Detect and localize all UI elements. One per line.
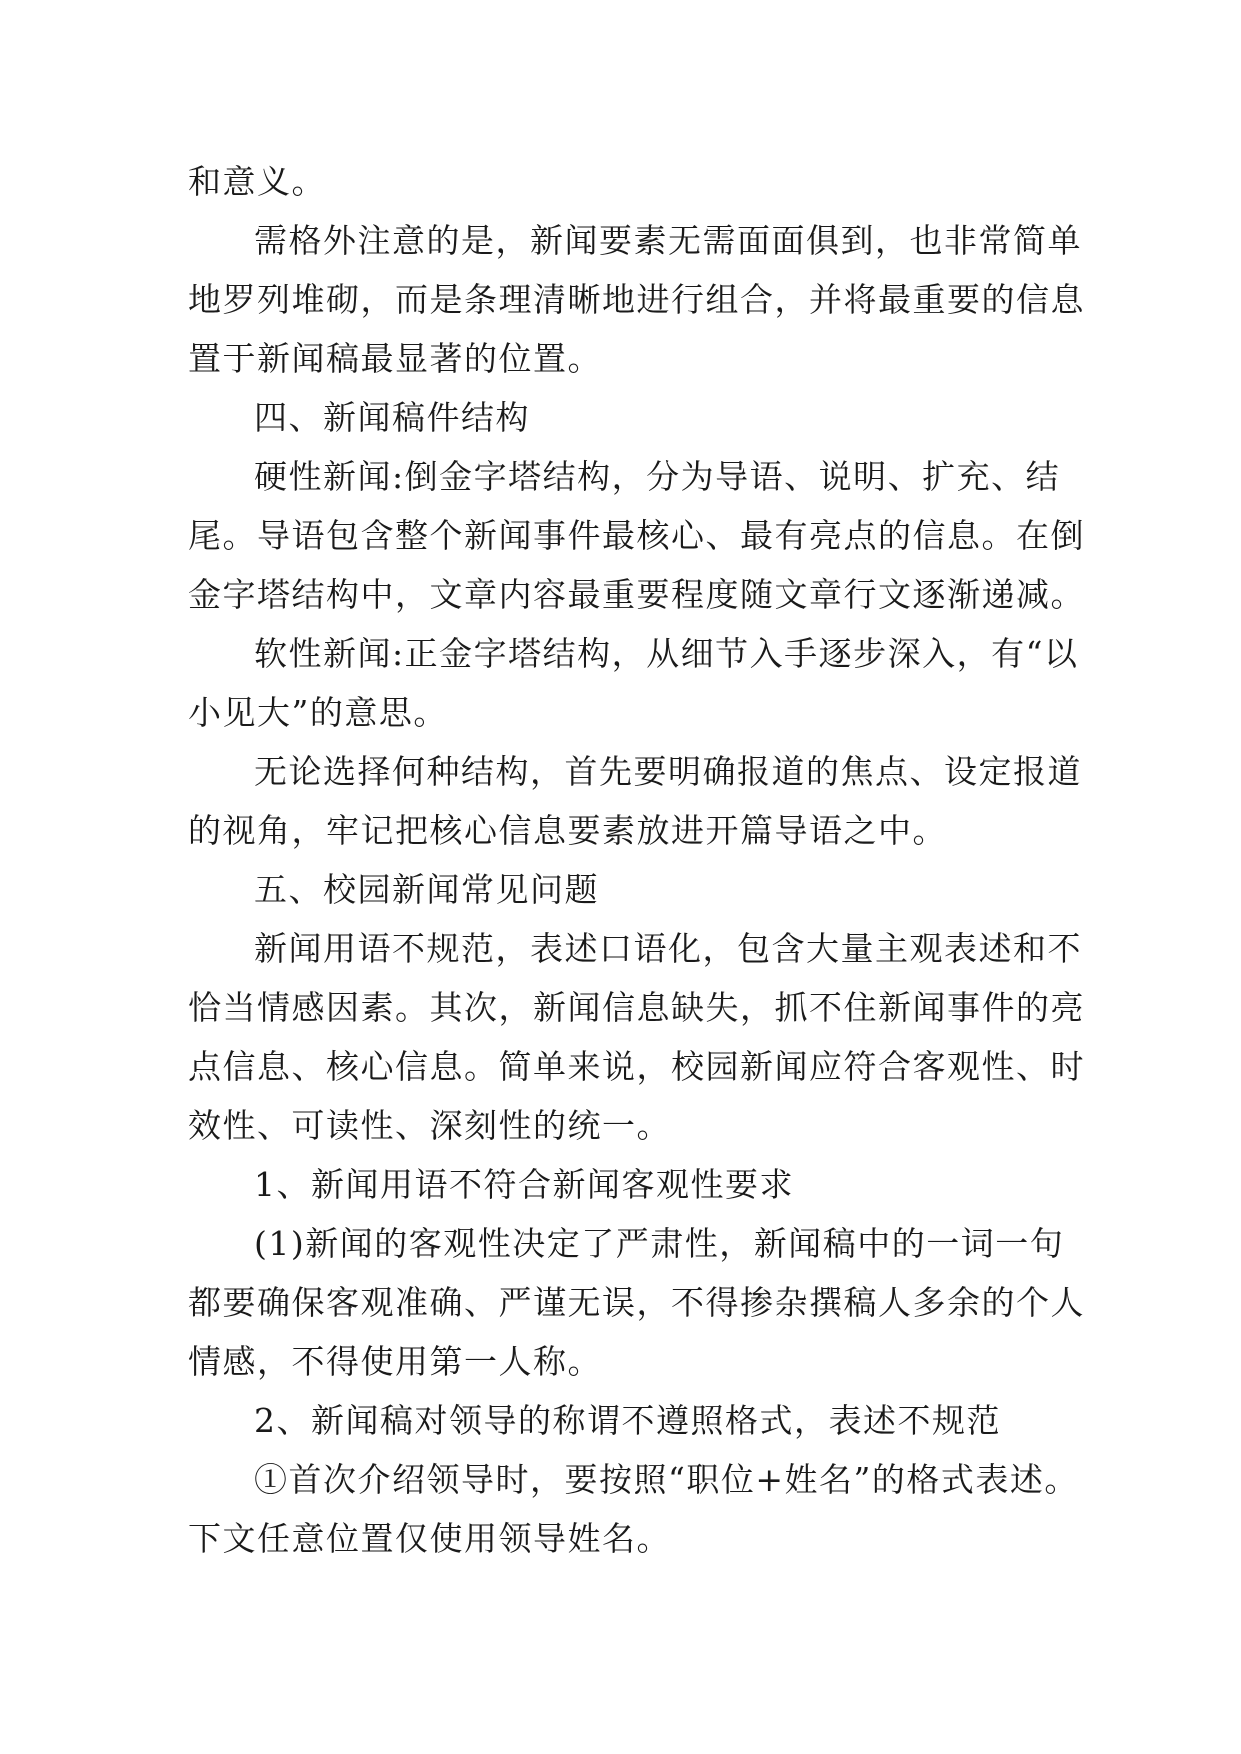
document-body <box>188 152 1085 1568</box>
text-line: 和意义。 <box>188 162 326 201</box>
text-line: 情感，不得使用第一人称。 <box>188 1342 602 1381</box>
paragraph-start-line: (1)新闻的客观性决定了严肃性，新闻稿中的一词一句 <box>254 1224 1065 1263</box>
subsection-heading: 2、新闻稿对领导的称谓不遵照格式，表述不规范 <box>254 1401 1001 1440</box>
text-line: 小见大”的意思。 <box>188 693 448 732</box>
text-line: 的视角，牢记把核心信息要素放进开篇导语之中。 <box>188 811 947 850</box>
text-line: 恰当情感因素。其次，新闻信息缺失，抓不住新闻事件的亮 <box>188 988 1085 1027</box>
text-line: 都要确保客观准确、严谨无误，不得掺杂撰稿人多余的个人 <box>188 1283 1085 1322</box>
paragraph-start-line: 软性新闻:正金字塔结构，从细节入手逐步深入，有“以 <box>254 634 1079 673</box>
text-line: 置于新闻稿最显著的位置。 <box>188 339 602 378</box>
text-line: 点信息、核心信息。简单来说，校园新闻应符合客观性、时 <box>188 1047 1085 1086</box>
paragraph-start-line: ①首次介绍领导时，要按照“职位+姓名”的格式表述。 <box>254 1460 1079 1499</box>
paragraph-start-line: 无论选择何种结构，首先要明确报道的焦点、设定报道 <box>254 752 1082 791</box>
text-line: 尾。导语包含整个新闻事件最核心、最有亮点的信息。在倒 <box>188 516 1085 555</box>
text-line: 金字塔结构中，文章内容最重要程度随文章行文逐渐递减。 <box>188 575 1085 614</box>
text-line: 效性、可读性、深刻性的统一。 <box>188 1106 671 1145</box>
text-line: 地罗列堆砌，而是条理清晰地进行组合，并将最重要的信息 <box>188 280 1085 319</box>
paragraph-start-line: 新闻用语不规范，表述口语化，包含大量主观表述和不 <box>254 929 1082 968</box>
paragraph-start-line: 需格外注意的是，新闻要素无需面面俱到，也非常简单 <box>254 221 1082 260</box>
subsection-heading: 1、新闻用语不符合新闻客观性要求 <box>254 1165 794 1204</box>
paragraph-start-line: 硬性新闻:倒金字塔结构，分为导语、说明、扩充、结 <box>254 457 1061 496</box>
section-heading: 四、新闻稿件结构 <box>254 398 530 437</box>
text-line: 下文任意位置仅使用领导姓名。 <box>188 1519 671 1558</box>
section-heading: 五、校园新闻常见问题 <box>254 870 599 909</box>
